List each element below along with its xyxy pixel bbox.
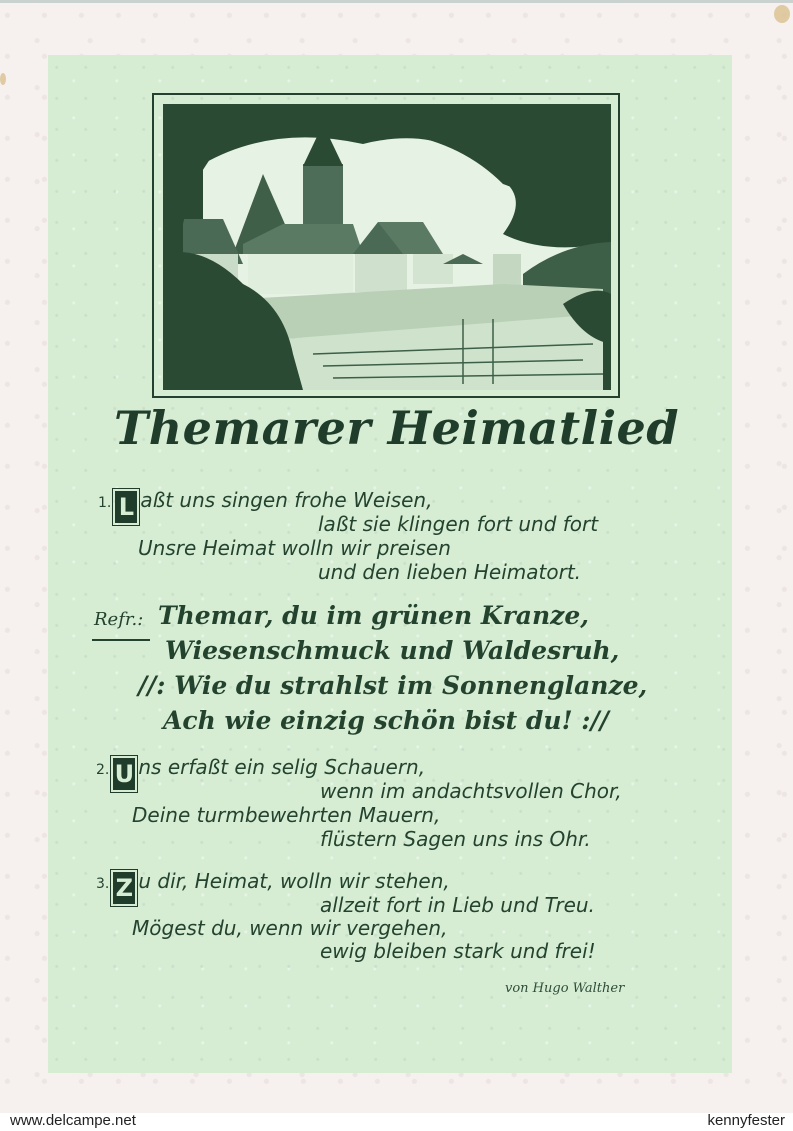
refrain-line-3: //: Wie du strahlst im Sonnenglanze, — [138, 671, 648, 700]
verse-2-line-4: flüstern Sagen uns ins Ohr. — [320, 827, 591, 851]
refrain-line-1: Themar, du im grünen Kranze, — [158, 601, 589, 630]
verse-1-line-4: und den lieben Heimatort. — [318, 560, 582, 584]
footer-left-watermark: www.delcampe.net — [10, 1112, 136, 1129]
verse-2-line-1: 2. U ns erfaßt ein selig Schauern, — [96, 755, 426, 788]
verse-number: 1. — [98, 495, 112, 511]
footer-right-watermark: kennyfester — [707, 1112, 785, 1129]
verse-3-line-1: 3. Z u dir, Heimat, wolln wir stehen, — [96, 869, 450, 902]
refrain-label: Refr.: — [94, 609, 144, 630]
verse-3-line-3: Mögest du, wenn wir vergehen, — [132, 916, 448, 940]
author-credit: von Hugo Walther — [505, 981, 625, 996]
town-illustration — [163, 104, 611, 390]
verse-3-line-2: allzeit fort in Lieb und Treu. — [320, 893, 595, 917]
verse-2-line-3: Deine turmbewehrten Mauern, — [132, 803, 441, 827]
initial-letter: Z — [113, 872, 135, 904]
verse-number: 3. — [96, 876, 110, 892]
refrain-underline — [92, 639, 150, 641]
corner-stain — [0, 73, 6, 85]
verse-1-line-1: 1. L aßt uns singen frohe Weisen, — [98, 488, 433, 521]
verse-1-line-2: laßt sie klingen fort und fort — [318, 512, 599, 536]
verse-3-line-4: ewig bleiben stark und frei! — [320, 939, 596, 963]
corner-stain — [774, 5, 790, 23]
verse-2-line-2: wenn im andachtsvollen Chor, — [320, 779, 622, 803]
song-title: Themarer Heimatlied — [114, 401, 679, 455]
initial-letter: L — [115, 491, 137, 523]
verse-number: 2. — [96, 762, 110, 778]
initial-letter: U — [114, 760, 135, 788]
verse-1-line-3: Unsre Heimat wolln wir preisen — [138, 536, 451, 560]
refrain-line-4: Ach wie einzig schön bist du! :// — [163, 706, 609, 735]
refrain-line-2: Wiesenschmuck und Waldesruh, — [165, 636, 620, 665]
